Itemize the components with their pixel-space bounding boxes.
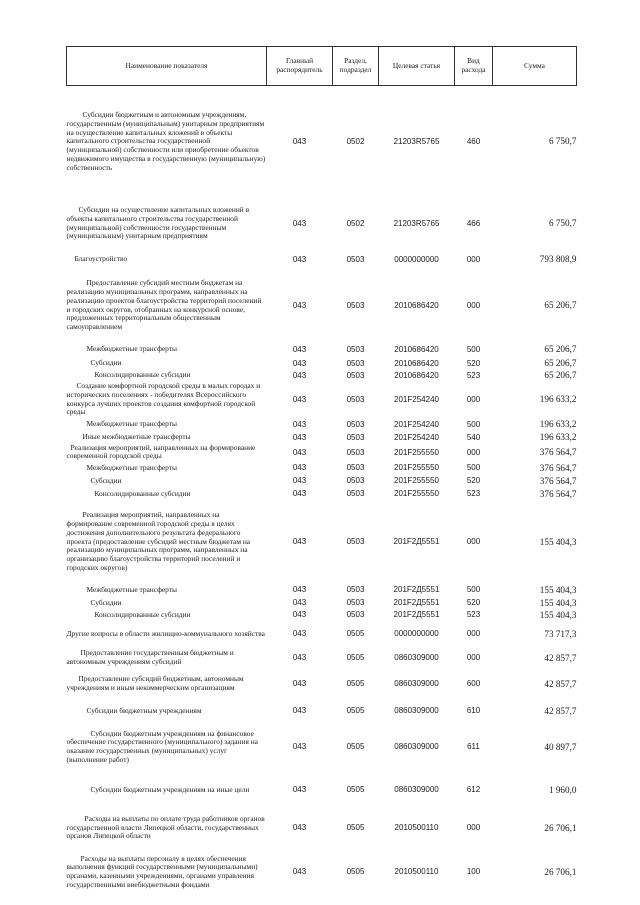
row-name: [67, 609, 267, 621]
row-expense-type: 000: [466, 823, 481, 833]
row-sum: 155 404,3: [539, 609, 577, 620]
row-section: 0503: [346, 394, 365, 404]
row-name: [67, 444, 267, 461]
table-row: [67, 475, 577, 487]
row-target-article: 201F255550: [394, 463, 439, 473]
row-name-text: Субсидии бюджетным учреждениям: [86, 705, 202, 715]
row-sum: 155 404,3: [539, 584, 577, 595]
table-row: [67, 198, 577, 250]
row-name-text: Субсидии бюджетным учреждениям на финансовое обеспечение государственного (муниципального) задания на оказание государственных (муниципальных) услуг (выполнение работ): [66, 728, 258, 764]
row-chief-administrator: 043: [292, 344, 307, 354]
table-row: [67, 609, 577, 621]
row-section: 0503: [346, 610, 365, 620]
row-chief-administrator: 043: [292, 300, 307, 310]
row-chief-administrator: 043: [292, 489, 307, 499]
row-expense-type: 466: [466, 218, 481, 228]
row-expense-type: 500: [466, 463, 481, 473]
row-section: 0505: [346, 629, 365, 639]
row-name: [67, 475, 267, 487]
row-expense-type: 523: [466, 370, 481, 380]
table-row: [67, 270, 577, 342]
row-name-text: Создание комфортной городской среды в малых городах и исторических поселениях - победителях Всероссийского конкурса лучших проектов создания комфортной городской среды: [66, 381, 261, 417]
row-name-text: Субсидии: [90, 597, 122, 607]
row-chief-administrator: 043: [292, 610, 307, 620]
row-chief-administrator: 043: [292, 394, 307, 404]
table-row: [67, 723, 577, 771]
row-section: 0503: [346, 358, 365, 368]
table-row: [67, 370, 577, 382]
row-sum: 40 897,7: [544, 741, 577, 752]
row-sum: 376 564,7: [539, 446, 577, 457]
table-row: [67, 382, 577, 418]
row-chief-administrator: 043: [292, 432, 307, 442]
row-expense-type: 540: [466, 432, 481, 442]
row-expense-type: 460: [466, 137, 481, 147]
row-sum: 793 808,9: [539, 254, 577, 265]
table-row: [67, 432, 577, 444]
row-sum: 155 404,3: [539, 597, 577, 608]
row-section: 0503: [346, 432, 365, 442]
row-sum: 65 206,7: [544, 300, 577, 311]
row-expense-type: 000: [466, 653, 481, 663]
row-target-article: 2010686420: [394, 370, 439, 380]
row-expense-type: 610: [466, 706, 481, 716]
row-expense-type: 000: [466, 394, 481, 404]
row-name: [67, 270, 267, 342]
column-header-chief-administrator: Главный распорядитель: [267, 47, 333, 86]
row-expense-type: 000: [466, 537, 481, 547]
row-chief-administrator: 043: [292, 867, 307, 877]
row-name: [67, 847, 267, 897]
table-row: [67, 358, 577, 370]
budget-table: [66, 46, 577, 897]
row-target-article: 0000000000: [394, 629, 439, 639]
row-target-article: 2010686420: [394, 358, 439, 368]
row-name: [67, 621, 267, 647]
row-chief-administrator: 043: [292, 629, 307, 639]
row-name: [67, 250, 267, 270]
table-row: [67, 501, 577, 583]
row-name: [67, 583, 267, 597]
row-name-text: Консолидированные субсидии: [94, 370, 191, 380]
row-expense-type: 523: [466, 610, 481, 620]
row-name-text: Расходы на выплаты персоналу в целях обеспечения выполнения функций государственными (муниципальными) органами, казенными учреждениями, органами управления государственными внебюджетными фондами: [66, 853, 258, 889]
row-expense-type: 100: [466, 867, 481, 877]
row-sum: 65 206,7: [544, 344, 577, 355]
row-name: [67, 198, 267, 250]
row-sum: 42 857,7: [544, 652, 577, 663]
row-section: 0503: [346, 489, 365, 499]
row-name: [67, 501, 267, 583]
row-name: [67, 382, 267, 418]
row-name-text: Субсидии бюджетным учреждениям на иные цели: [90, 784, 250, 794]
row-name-text: Предоставление субсидий бюджетным, автономным учреждениям и иным некоммерческим организациям: [66, 674, 244, 692]
row-target-article: 2010500110: [394, 867, 439, 877]
row-sum: 65 206,7: [544, 358, 577, 369]
row-target-article: 0860309000: [394, 653, 439, 663]
row-section: 0503: [346, 463, 365, 473]
row-name: [67, 597, 267, 609]
row-chief-administrator: 043: [292, 476, 307, 486]
row-expense-type: 500: [466, 585, 481, 595]
row-chief-administrator: 043: [292, 537, 307, 547]
row-name-text: Реализация мероприятий, направленных на формирование современной городской среды в целях достижения дополнительного результата федерального проекта (предоставление субсидий местным бюджетам на реализацию муниципальных программ, направленных на организацию благоустройства территорий поселений и городских округов): [66, 510, 251, 572]
row-section: 0505: [346, 785, 365, 795]
row-name-text: Межбюджетные трансферты: [86, 419, 177, 429]
row-section: 0503: [346, 447, 365, 457]
row-expense-type: 000: [466, 629, 481, 639]
row-sum: 155 404,3: [539, 536, 577, 547]
row-chief-administrator: 043: [292, 218, 307, 228]
row-chief-administrator: 043: [292, 254, 307, 264]
column-header-section: Раздел, подраздел: [333, 47, 379, 86]
row-name: [67, 358, 267, 370]
row-chief-administrator: 043: [292, 358, 307, 368]
row-name-text: Реализация мероприятий, направленных на формирование современной городской среды: [66, 442, 256, 461]
table-row: [67, 487, 577, 501]
row-section: 0505: [346, 706, 365, 716]
row-name-text: Другие вопросы в области жилищно-коммунального хозяйства: [66, 628, 265, 638]
row-chief-administrator: 043: [292, 653, 307, 663]
row-sum: 376 564,7: [539, 475, 577, 486]
table-row: [67, 342, 577, 358]
table-body: [67, 86, 577, 897]
table-row: [67, 669, 577, 699]
row-target-article: 201F2Д5551: [393, 610, 440, 620]
row-chief-administrator: 043: [292, 742, 307, 752]
row-sum: 26 706,1: [544, 866, 577, 877]
row-section: 0505: [346, 742, 365, 752]
row-target-article: 0860309000: [394, 742, 439, 752]
row-target-article: 2010500110: [394, 823, 439, 833]
row-expense-type: 612: [466, 785, 481, 795]
row-name: [67, 342, 267, 358]
table-row: [67, 621, 577, 647]
row-sum: 196 633,2: [539, 419, 577, 430]
row-chief-administrator: 043: [292, 706, 307, 716]
row-chief-administrator: 043: [292, 823, 307, 833]
table-row: [67, 583, 577, 597]
row-sum: 376 564,7: [539, 462, 577, 473]
row-chief-administrator: 043: [292, 785, 307, 795]
table-header-row: [67, 47, 577, 86]
row-name: [67, 771, 267, 809]
row-section: 0502: [346, 218, 365, 228]
row-expense-type: 000: [466, 447, 481, 457]
row-section: 0505: [346, 823, 365, 833]
row-sum: 6 750,7: [548, 136, 577, 147]
table-row: [67, 847, 577, 897]
table-row: [67, 418, 577, 432]
row-chief-administrator: 043: [292, 679, 307, 689]
row-expense-type: 500: [466, 419, 481, 429]
row-name-text: Межбюджетные трансферты: [86, 584, 177, 594]
row-sum: 42 857,7: [544, 705, 577, 716]
row-chief-administrator: 043: [292, 419, 307, 429]
row-name: [67, 487, 267, 501]
row-name-text: Предоставление субсидий местным бюджетам на реализацию муниципальных программ, направленных на реализацию проектов благоустройства территорий поселений и городских округов, отобранных на конкурсной основе, предложенных территориальным общественным самоуправлением: [66, 278, 262, 331]
row-name-text: Иные межбюджетные трансферты: [82, 432, 191, 442]
row-target-article: 2010686420: [394, 300, 439, 310]
row-target-article: 0000000000: [394, 254, 439, 264]
row-name-text: Межбюджетные трансферты: [86, 462, 177, 472]
row-target-article: 0860309000: [394, 785, 439, 795]
table-row: [67, 597, 577, 609]
row-name-text: Благоустройство: [74, 254, 128, 264]
row-expense-type: 611: [467, 742, 480, 752]
row-name-text: Расходы на выплаты по оплате труда работников органов государственной власти Липецкой области, государственных органов Липецкой области: [66, 813, 265, 841]
row-name-text: Консолидированные субсидии: [94, 609, 191, 619]
row-section: 0505: [346, 867, 365, 877]
row-name: [67, 647, 267, 669]
row-sum: 65 206,7: [544, 370, 577, 381]
row-sum: 73 717,3: [544, 628, 577, 639]
row-name: [67, 418, 267, 432]
row-chief-administrator: 043: [292, 447, 307, 457]
row-sum: 6 750,7: [548, 218, 577, 229]
row-name-text: Межбюджетные трансферты: [86, 344, 177, 354]
row-sum: 42 857,7: [544, 678, 577, 689]
row-section: 0503: [346, 370, 365, 380]
row-sum: 26 706,1: [544, 822, 577, 833]
row-target-article: 201F254240: [394, 432, 439, 442]
column-header-expense-type: Вид расхода: [455, 47, 493, 86]
row-chief-administrator: 043: [292, 137, 307, 147]
row-name-text: Субсидии на осуществление капитальных вложений в объекты капитального строительства государственной (муниципальной) собственности государственным (муниципальным) унитарным предприятиям: [66, 205, 250, 241]
row-section: 0503: [346, 537, 365, 547]
row-chief-administrator: 043: [292, 370, 307, 380]
row-target-article: 2010686420: [394, 344, 439, 354]
row-target-article: 21203R5765: [393, 137, 440, 147]
row-chief-administrator: 043: [292, 598, 307, 608]
row-name: [67, 809, 267, 847]
row-target-article: 201F255550: [394, 447, 439, 457]
row-target-article: 201F2Д5551: [393, 585, 440, 595]
row-name-text: Субсидии: [90, 475, 122, 485]
row-section: 0503: [346, 476, 365, 486]
row-section: 0503: [346, 585, 365, 595]
row-section: 0503: [346, 344, 365, 354]
row-sum: 196 633,2: [539, 432, 577, 443]
row-target-article: 201F2Д5551: [393, 537, 440, 547]
row-sum: 1 960,0: [548, 784, 577, 795]
row-section: 0503: [346, 254, 365, 264]
row-name: [67, 432, 267, 444]
row-target-article: 201F255550: [394, 489, 439, 499]
column-header-target-article: Целевая статья: [379, 47, 455, 86]
row-expense-type: 600: [466, 679, 481, 689]
table-row: [67, 809, 577, 847]
row-sum: 196 633,2: [539, 394, 577, 405]
row-name: [67, 699, 267, 723]
row-section: 0503: [346, 300, 365, 310]
row-name: [67, 723, 267, 771]
row-expense-type: 000: [466, 300, 481, 310]
row-section: 0505: [346, 653, 365, 663]
table-row: [67, 444, 577, 461]
table-row: [67, 699, 577, 723]
row-section: 0505: [346, 679, 365, 689]
row-expense-type: 523: [466, 489, 481, 499]
row-expense-type: 000: [466, 254, 481, 264]
row-name: [67, 86, 267, 198]
row-expense-type: 520: [466, 598, 481, 608]
row-expense-type: 500: [466, 344, 481, 354]
row-target-article: 201F254240: [394, 394, 439, 404]
row-sum: 376 564,7: [539, 488, 577, 499]
row-section: 0502: [346, 137, 365, 147]
row-expense-type: 520: [466, 476, 481, 486]
row-name-text: Субсидии бюджетным и автономным учреждениям, государственным (муниципальным) унитарным предприятиям на осуществление капитальных вложений в объекты капитального строительства государственной (муниципальной) собственности или приобретение объектов недвижимого имущества в государственную (муниципальную) собственность: [66, 110, 266, 172]
row-chief-administrator: 043: [292, 585, 307, 595]
column-header-name: Наименование показателя: [67, 47, 267, 86]
row-name: [67, 669, 267, 699]
row-target-article: 0860309000: [394, 679, 439, 689]
table-row: [67, 86, 577, 198]
row-section: 0503: [346, 598, 365, 608]
row-section: 0503: [346, 419, 365, 429]
row-target-article: 201F254240: [394, 419, 439, 429]
table-row: [67, 461, 577, 475]
column-header-sum: Сумма: [493, 47, 577, 86]
row-chief-administrator: 043: [292, 463, 307, 473]
table-row: [67, 250, 577, 270]
row-name-text: Предоставление государственным бюджетным и автономным учреждениям субсидий: [66, 648, 234, 666]
row-target-article: 201F255550: [394, 476, 439, 486]
row-target-article: 201F2Д5551: [393, 598, 440, 608]
row-name: [67, 370, 267, 382]
row-target-article: 21203R5765: [393, 218, 440, 228]
row-target-article: 0860309000: [394, 706, 439, 716]
row-name: [67, 461, 267, 475]
table-row: [67, 647, 577, 669]
table-row: [67, 771, 577, 809]
row-expense-type: 520: [466, 358, 481, 368]
row-name-text: Консолидированные субсидии: [94, 488, 191, 498]
row-name-text: Субсидии: [90, 358, 122, 368]
